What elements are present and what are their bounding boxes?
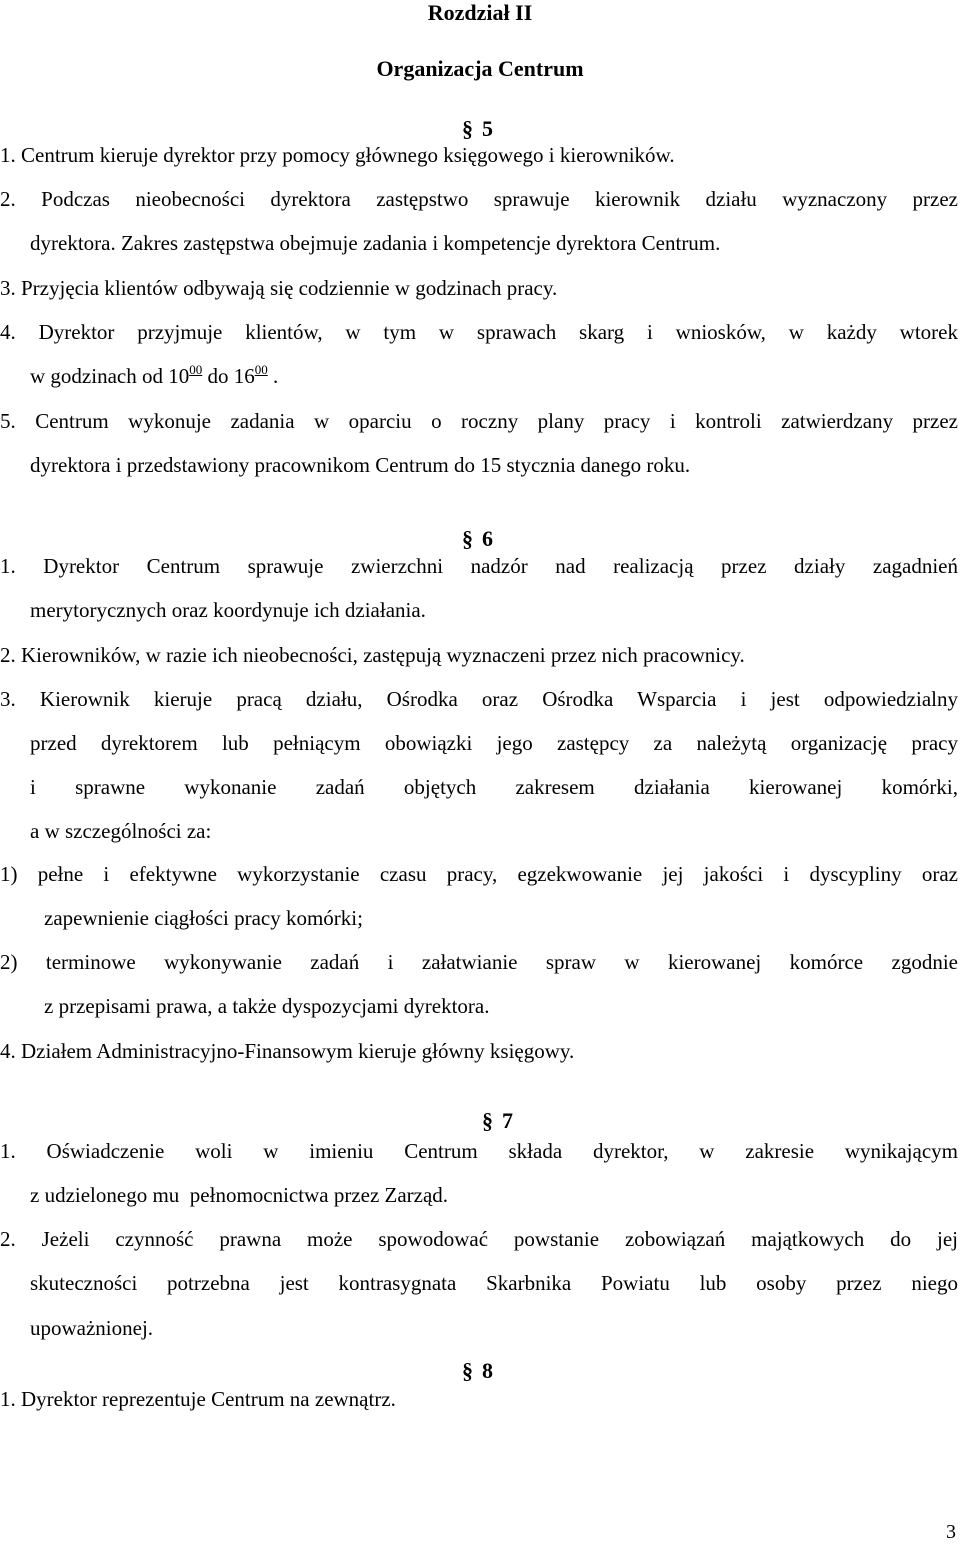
s5-p4-time-end-minutes: 00 (254, 362, 268, 377)
s6-paragraph-1-line-2: merytorycznych oraz koordynuje ich działania. (30, 598, 426, 622)
chapter-subheading: Organizacja Centrum (376, 56, 584, 81)
s6-item-2-line-2: z przepisami prawa, a także dyspozycjami dyrektora. (44, 994, 490, 1018)
s5-paragraph-3: 3. Przyjęcia klientów odbywają się codziennie w godzinach pracy. (0, 276, 558, 300)
section-sign: § (462, 526, 473, 551)
s8-paragraph-1: 1. Dyrektor reprezentuje Centrum na zewnątrz. (0, 1387, 396, 1411)
s6-item-1-line-1: 1) pełne i efektywne wykorzystanie czasu pracy, egzekwowanie jej jakości i dyscypliny oraz (0, 862, 958, 886)
section-sign: § (482, 1108, 493, 1133)
s7-paragraph-1-line-2: z udzielonego mu pełnomocnictwa przez Zarząd. (30, 1183, 449, 1207)
section-6-heading (462, 526, 493, 552)
s6-paragraph-3-line-4: a w szczególności za: (30, 819, 212, 843)
section-number: 5 (482, 116, 493, 141)
s6-paragraph-3-line-1: 3. Kierownik kieruje pracą działu, Ośrodka oraz Ośrodka Wsparcia i jest odpowiedzialny (0, 687, 958, 711)
s5-paragraph-2-line-1: 2. Podczas nieobecności dyrektora zastępstwo sprawuje kierownik działu wyznaczony przez (0, 187, 958, 211)
s6-paragraph-2: 2. Kierowników, w razie ich nieobecności, zastępują wyznaczeni przez nich pracownicy. (0, 643, 745, 667)
section-sign: § (462, 1358, 473, 1383)
section-8-heading (462, 1358, 493, 1384)
s6-paragraph-3-line-2: przed dyrektorem lub pełniącym obowiązki jego zastępcy za należytą organizację pracy (30, 731, 958, 755)
section-number: 6 (482, 526, 493, 551)
section-5-heading (462, 116, 493, 142)
s5-paragraph-4-line-2 (30, 364, 278, 389)
s7-paragraph-2-line-3: upoważnionej. (30, 1316, 154, 1340)
page-number: 3 (946, 1521, 956, 1543)
s7-paragraph-2-line-1: 2. Jeżeli czynność prawna może spowodować powstanie zobowiązań majątkowych do jej (0, 1227, 958, 1251)
s5-p4-text-a: w godzinach od 10 (30, 364, 190, 388)
s5-paragraph-5-line-2: dyrektora i przedstawiony pracownikom Centrum do 15 stycznia danego roku. (30, 453, 691, 477)
s5-paragraph-2-line-2: dyrektora. Zakres zastępstwa obejmuje zadania i kompetencje dyrektora Centrum. (30, 231, 721, 255)
s5-p4-text-c: . (267, 364, 279, 388)
s7-paragraph-1-line-1: 1. Oświadczenie woli w imieniu Centrum składa dyrektor, w zakresie wynikającym (0, 1139, 958, 1163)
s5-p4-text-b: do 16 (202, 364, 255, 388)
s6-paragraph-4: 4. Działem Administracyjno-Finansowym kieruje główny księgowy. (0, 1039, 575, 1063)
s5-paragraph-4-line-1: 4. Dyrektor przyjmuje klientów, w tym w sprawach skarg i wniosków, w każdy wtorek (0, 320, 958, 344)
s6-paragraph-1-line-1: 1. Dyrektor Centrum sprawuje zwierzchni nadzór nad realizacją przez działy zagadnień (0, 554, 958, 578)
s7-paragraph-2-line-2: skuteczności potrzebna jest kontrasygnata Skarbnika Powiatu lub osoby przez niego (30, 1271, 958, 1295)
s6-item-2-line-1: 2) terminowe wykonywanie zadań i załatwianie spraw w kierowanej komórce zgodnie (0, 950, 958, 974)
s5-paragraph-1: 1. Centrum kieruje dyrektor przy pomocy głównego księgowego i kierowników. (0, 143, 675, 167)
section-number: 7 (502, 1108, 513, 1133)
section-7-heading (482, 1108, 513, 1134)
chapter-heading: Rozdział II (427, 0, 533, 25)
section-sign: § (462, 116, 473, 141)
s5-p4-time-start-minutes: 00 (189, 362, 203, 377)
section-number: 8 (482, 1358, 493, 1383)
s6-paragraph-3-line-3: i sprawne wykonanie zadań objętych zakresem działania kierowanej komórki, (30, 775, 958, 799)
s6-item-1-line-2: zapewnienie ciągłości pracy komórki; (44, 906, 363, 930)
s5-paragraph-5-line-1: 5. Centrum wykonuje zadania w oparciu o roczny plany pracy i kontroli zatwierdzany przez (0, 409, 958, 433)
